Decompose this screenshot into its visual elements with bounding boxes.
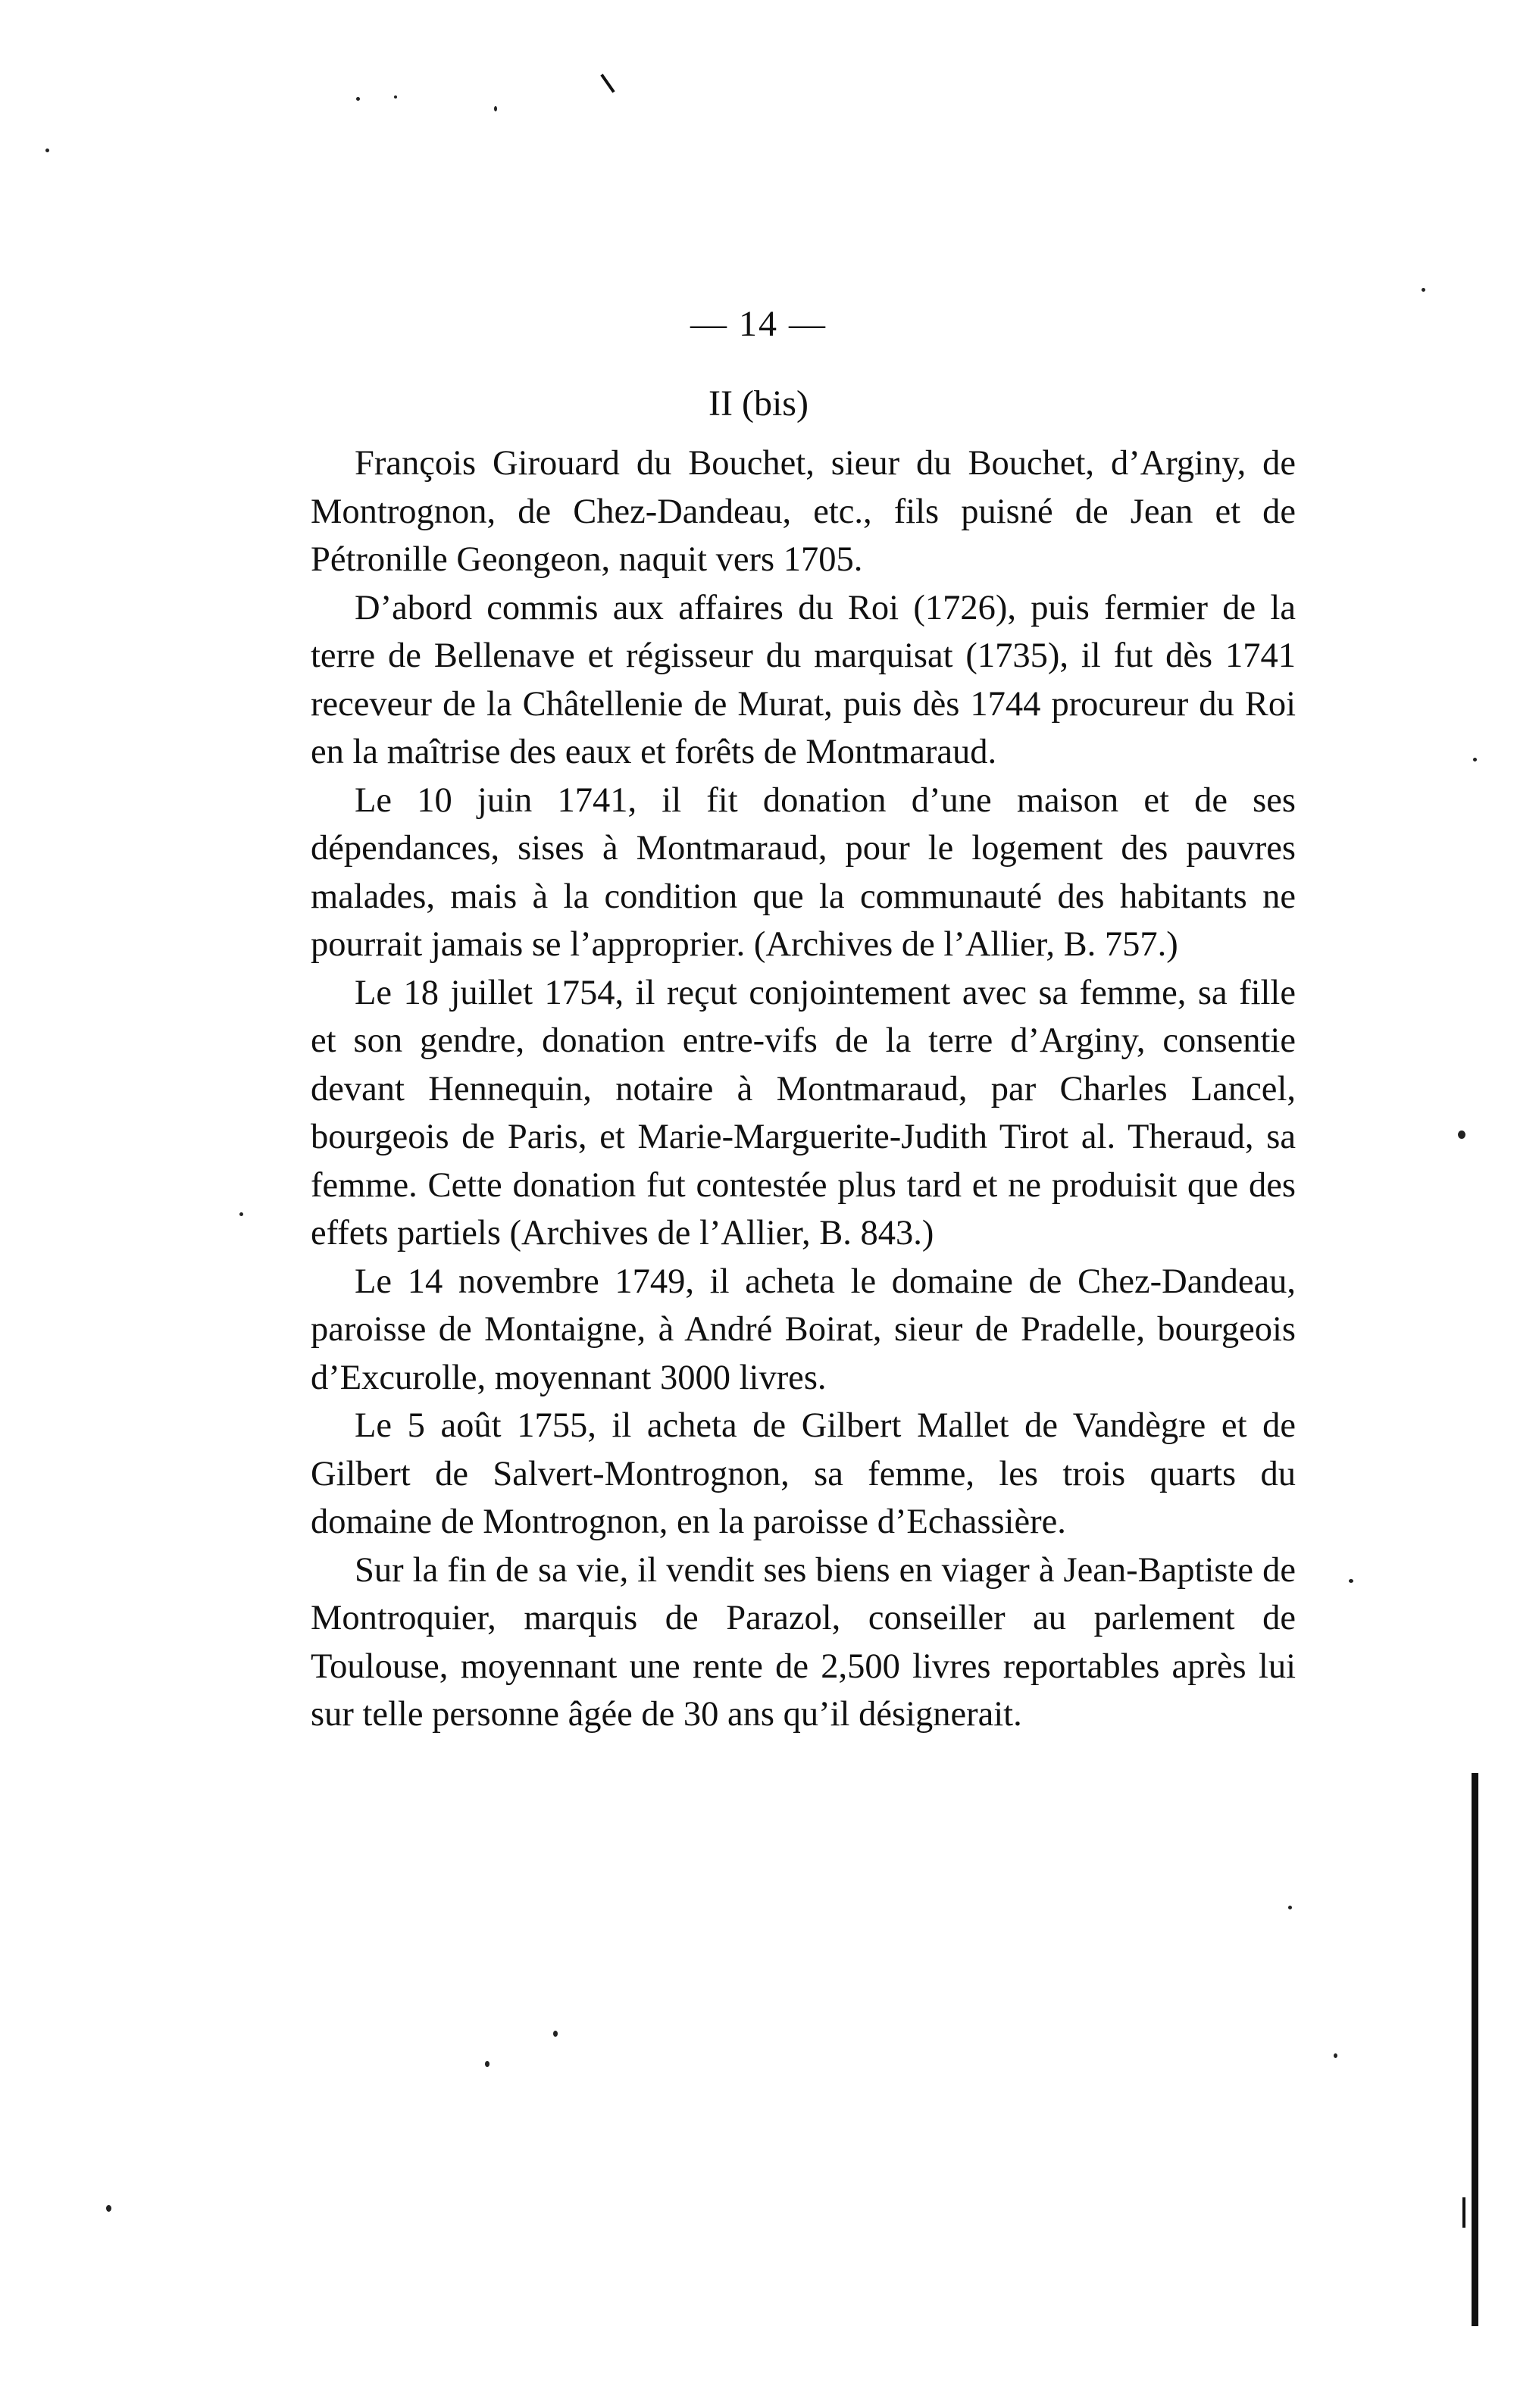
scan-speck xyxy=(45,149,49,152)
paragraph-7: Sur la fin de sa vie, il vendit ses biens en viager à Jean-Baptiste de Montroquier, marquis de Parazol, conseiller au parlement de Toulouse, moyennant une rente de 2,500 livres reportables après lui sur telle personne âgée de 30 ans qu’il désignerait. xyxy=(311,1550,1296,1734)
scan-speck xyxy=(1422,288,1425,292)
scan-edge-line xyxy=(1462,2197,1465,2228)
scan-edge-line xyxy=(1472,1773,1478,2326)
scan-speck xyxy=(239,1212,243,1216)
paragraph-1: François Girouard du Bouchet, sieur du Bouchet, d’Arginy, de Montrognon, de Chez-Dandeau, etc., fils puisné de Jean et de Pétronille Geongeon, naquit vers 1705. xyxy=(311,444,1296,579)
paragraph-4: Le 18 juillet 1754, il reçut conjointement avec sa femme, sa fille et son gendre, donation entre-vifs de la terre d’Arginy, consentie devant Hennequin, notaire à Montmaraud, par Charles Lancel, bourgeois de Paris, et Marie-Marguerite-Judith Tirot al. Theraud, sa femme. Cette donation fut contestée plus tard et ne produisit que des effets partiels (Archives de l’Allier, B. 843.) xyxy=(311,973,1296,1252)
scan-speck xyxy=(1288,1906,1292,1909)
scan-speck xyxy=(553,2031,558,2037)
scan-speck xyxy=(485,2061,490,2067)
paragraph-5: Le 14 novembre 1749, il acheta le domaine de Chez-Dandeau, paroisse de Montaigne, à André Boirat, sieur de Pradelle, bourgeois d’Excurolle, moyennant 3000 livres. xyxy=(311,1262,1296,1397)
scan-speck xyxy=(1349,1579,1353,1583)
scan-speck xyxy=(1334,2053,1337,2058)
scan-speck xyxy=(1473,758,1477,761)
scan-speck xyxy=(494,106,497,111)
page-number: — 14 — xyxy=(690,304,827,344)
body-text xyxy=(311,439,1296,1739)
paragraph-6: Le 5 août 1755, il acheta de Gilbert Mallet de Vandègre et de Gilbert de Salvert-Montrognon, sa femme, les trois quarts du domaine de Montrognon, en la paroisse d’Echassière. xyxy=(311,1406,1296,1541)
scan-speck xyxy=(1458,1131,1465,1139)
scan-speck xyxy=(356,97,360,101)
paragraph-2: D’abord commis aux affaires du Roi (1726), puis fermier de la terre de Bellenave et régisseur du marquisat (1735), il fut dès 1741 receveur de la Châtellenie de Murat, puis dès 1744 procureur du Roi en la maîtrise des eaux et forêts de Montmaraud. xyxy=(311,588,1296,771)
scan-speck xyxy=(394,95,397,99)
section-title: II (bis) xyxy=(708,383,809,424)
scan-speck xyxy=(106,2205,111,2212)
paragraph-3: Le 10 juin 1741, il fit donation d’une maison et de ses dépendances, sises à Montmaraud, pour le logement des pauvres malades, mais à la condition que la communauté des habitants ne pourrait jamais se l’approprier. (Archives de l’Allier, B. 757.) xyxy=(311,780,1296,964)
scan-edge-line xyxy=(600,73,615,92)
